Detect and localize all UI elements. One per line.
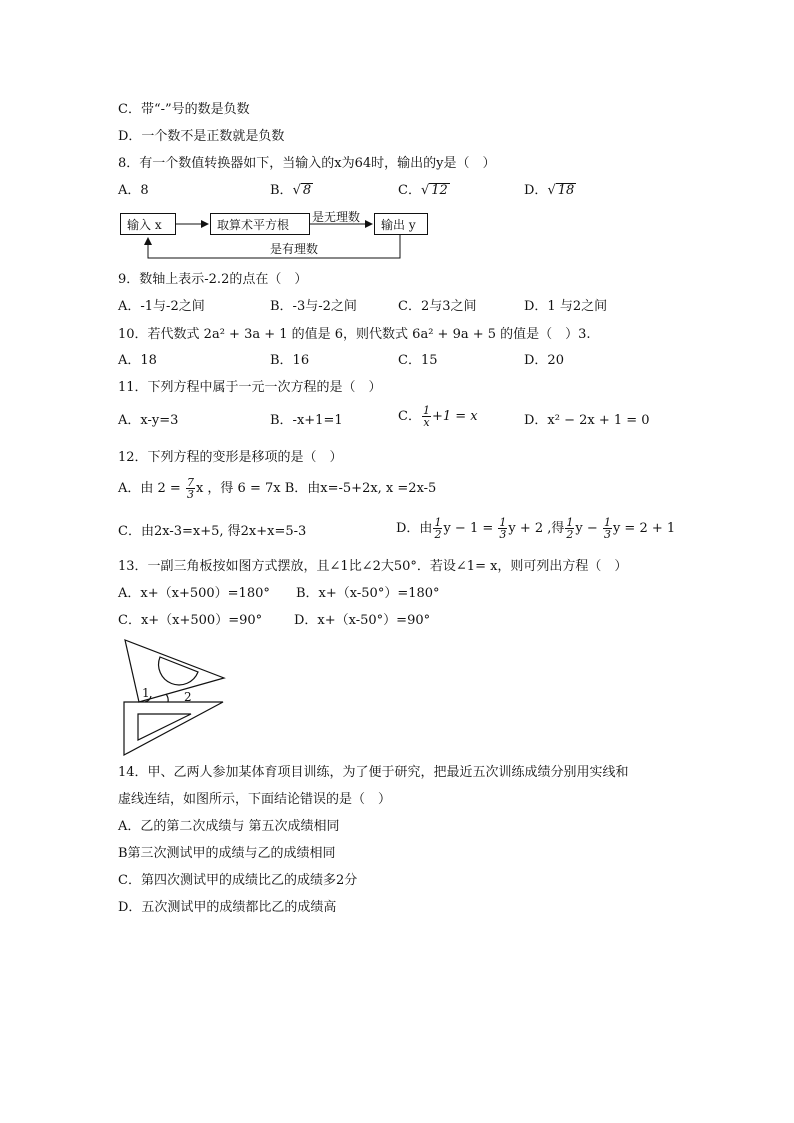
flow-process-box: 取算术平方根: [210, 213, 310, 235]
upper-set-square-cutout: [159, 657, 198, 685]
angle-1-label: 1: [142, 686, 150, 700]
question-12-stem: 12．下列方程的变形是移项的是（ ）: [118, 450, 343, 465]
q11-option-c: C． $\frac{1}{x}$ +1 = x: [398, 404, 478, 429]
q8-option-d: D．√ 18: [524, 183, 575, 198]
q8-c-radicand: 12: [431, 183, 448, 198]
flow-irrational-label: 是无理数: [312, 210, 361, 224]
q8-option-a: A．8: [118, 183, 149, 198]
q10-option-a: A．18: [118, 353, 157, 368]
question-10-stem: 10．若代数式 2a² + 3a + 1 的值是 6，则代数式 6a² + 9a + 5 的值是（ ）3.: [118, 327, 591, 342]
q14-option-c: C．第四次测试甲的成绩比乙的成绩多2分: [118, 873, 358, 888]
angle-2-arc: [166, 694, 168, 702]
q13-option-a: A．x+（x+500）=180°: [118, 586, 270, 601]
q8-d-radicand: 18: [557, 183, 575, 198]
option-c-q7: C．带“-”号的数是负数: [118, 102, 250, 117]
q8-option-c: C．√ 12: [398, 183, 448, 198]
angle-2-label: 2: [184, 690, 192, 704]
q12-option-c: C．由2x-3=x+5, 得2x+x=5-3: [118, 524, 307, 539]
q10-option-d: D．20: [524, 353, 564, 368]
question-9-stem: 9．数轴上表示-2.2的点在（ ）: [118, 272, 308, 287]
q8-option-b: B．√ 8: [270, 183, 312, 198]
q8-b-radicand: 8: [302, 183, 312, 198]
flow-rational-label: 是有理数: [270, 242, 319, 256]
flow-input-box: 输入 x: [120, 213, 176, 235]
question-14-stem-line2: 虚线连结，如图所示，下面结论错误的是（ ）: [118, 792, 392, 807]
q12-option-b: B．由x=-5+2x, x =2x-5: [284, 481, 437, 496]
q11-option-b: B．-x+1=1: [270, 413, 343, 428]
q11-option-a: A．x-y=3: [118, 413, 179, 428]
q9-option-d: D．1 与2之间: [524, 299, 608, 314]
q9-option-a: A．-1与-2之间: [118, 299, 205, 314]
option-d-q7: D．一个数不是正数就是负数: [118, 129, 285, 144]
q13-option-d: D．x+（x-50°）=90°: [294, 613, 431, 628]
flow-output-box: 输出 y: [374, 213, 428, 235]
angle-1-arc: [145, 696, 151, 702]
q13-option-c: C．x+（x+500）=90°: [118, 613, 263, 628]
q14-option-a: A．乙的第二次成绩与 第五次成绩相同: [118, 819, 340, 834]
question-8-stem: 8．有一个数值转换器如下，当输入的x为64时，输出的y是（ ）: [118, 156, 496, 171]
q13-option-b: B．x+（x-50°）=180°: [296, 586, 440, 601]
q12-option-a-b: A．由 2 = $\frac{7}{3}$ x ，得 6 = 7x B．由x=-5+2x, x =2x-5: [118, 476, 437, 501]
q11-option-d: D．x² − 2x + 1 = 0: [524, 413, 650, 428]
question-13-stem: 13．一副三角板按如图方式摆放，且∠1比∠2大50°．若设∠1= x，则可列出方程（ ）: [118, 559, 628, 574]
upper-set-square: [125, 640, 224, 702]
q12-a-fraction: $\frac{7}{3}$: [186, 476, 194, 501]
lower-set-square-cutout: [138, 714, 191, 740]
q9-option-b: B．-3与-2之间: [270, 299, 357, 314]
lower-set-square: [124, 702, 223, 755]
question-11-stem: 11．下列方程中属于一元一次方程的是（ ）: [118, 380, 382, 395]
q14-option-b: B第三次测试甲的成绩与乙的成绩相同: [118, 846, 336, 861]
q10-option-c: C．15: [398, 353, 438, 368]
q11-c-fraction: $\frac{1}{x}$: [422, 404, 430, 429]
question-14-stem-line1: 14．甲、乙两人参加某体育项目训练，为了便于研究，把最近五次训练成绩分别用实线和: [118, 765, 629, 780]
q10-option-b: B．16: [270, 353, 310, 368]
q9-option-c: C．2与3之间: [398, 299, 477, 314]
q14-option-d: D．五次测试甲的成绩都比乙的成绩高: [118, 900, 337, 915]
q12-option-d: D．由 $\frac{1}{2}$ y − 1 = $\frac{1}{3}$ y + 2 ,得 $\frac{1}{2}$ y − $\frac{1}{3}$ y = 2 + 1: [396, 516, 676, 541]
